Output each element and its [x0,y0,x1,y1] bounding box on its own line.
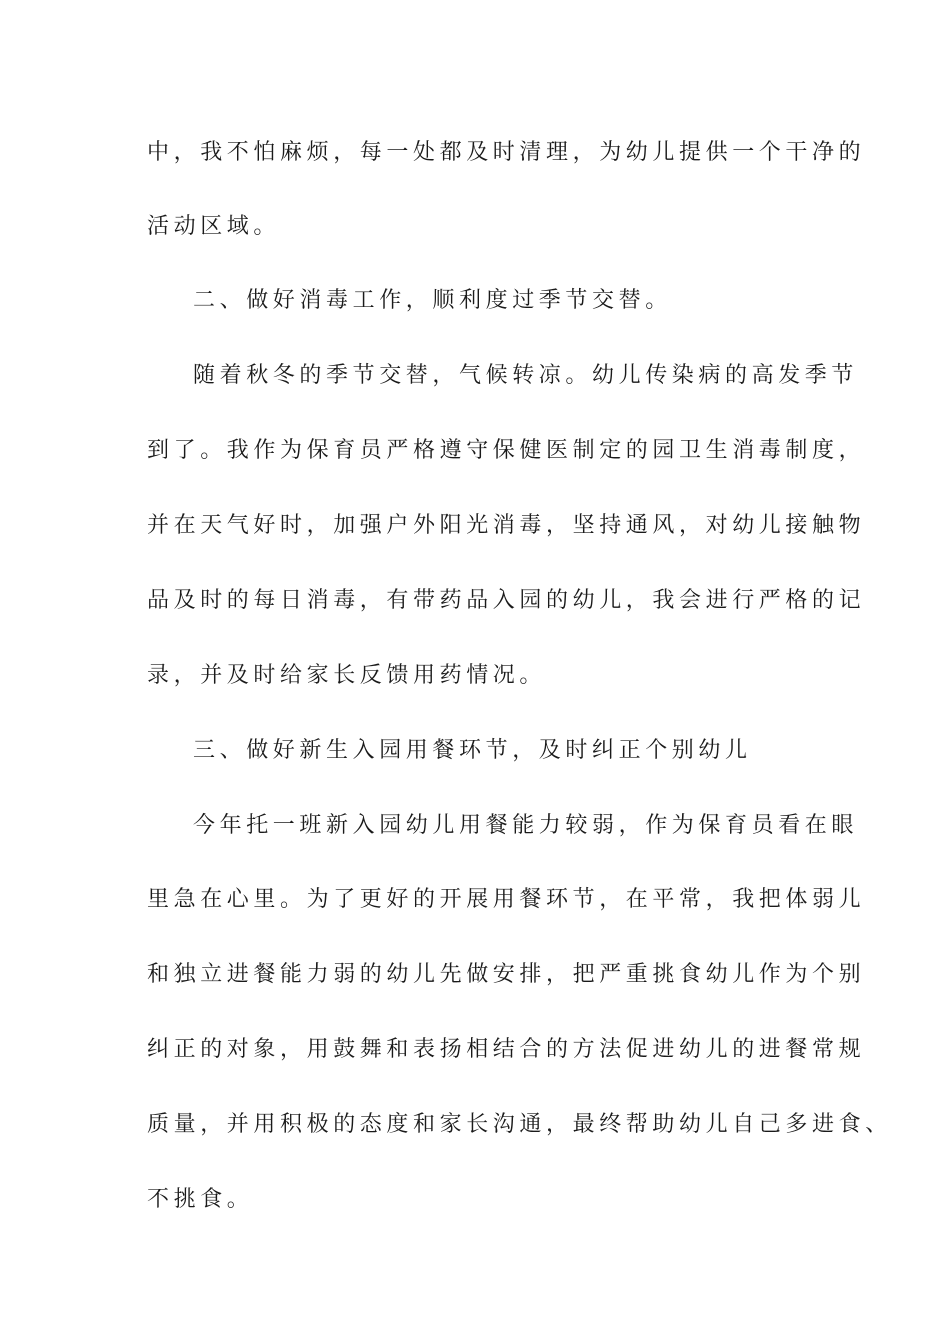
paragraph-line: 中，我不怕麻烦，每一处都及时清理，为幼儿提供一个干净的 [147,140,866,165]
paragraph-line: 活动区域。 [147,214,281,239]
paragraph-line: 随着秋冬的季节交替，气候转凉。幼儿传染病的高发季节 [193,363,859,388]
paragraph-line: 里急在心里。为了更好的开展用餐环节，在平常，我把体弱儿 [147,887,866,912]
paragraph-line: 和独立进餐能力弱的幼儿先做安排，把严重挑食幼儿作为个别 [147,962,866,987]
paragraph-line: 品及时的每日消毒，有带药品入园的幼儿，我会进行严格的记 [147,588,866,613]
section-heading: 三、做好新生入园用餐环节，及时纠正个别幼儿 [193,738,752,763]
paragraph-line: 纠正的对象，用鼓舞和表扬相结合的方法促进幼儿的进餐常规 [147,1037,866,1062]
paragraph-line: 并在天气好时，加强户外阳光消毒，坚持通风，对幼儿接触物 [147,513,866,538]
paragraph-line: 到了。我作为保育员严格遵守保健医制定的园卫生消毒制度， [147,438,866,463]
paragraph-line: 录，并及时给家长反馈用药情况。 [147,663,547,688]
section-heading: 二、做好消毒工作，顺利度过季节交替。 [193,288,672,313]
paragraph-line: 不挑食。 [147,1187,254,1212]
paragraph-line: 质量，并用积极的态度和家长沟通，最终帮助幼儿自己多进食、 [147,1112,892,1137]
paragraph-line: 今年托一班新入园幼儿用餐能力较弱，作为保育员看在眼 [193,813,859,838]
